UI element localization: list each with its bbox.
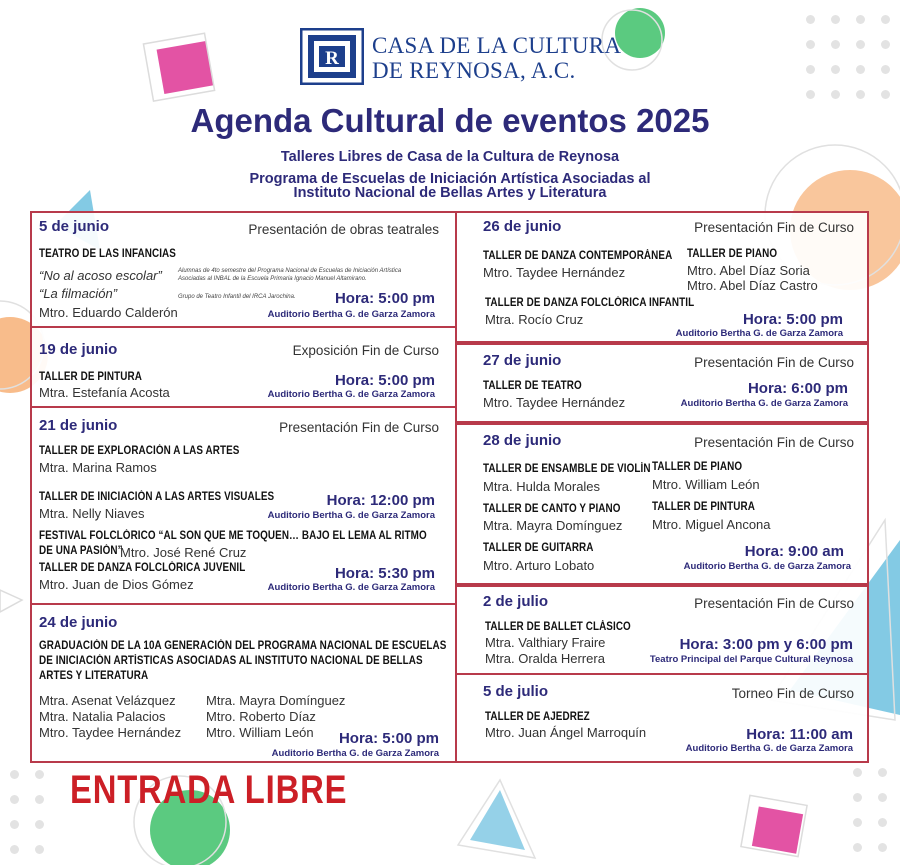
dot-pattern-bottom-right — [845, 760, 895, 860]
event-venue: Auditorio Bertha G. de Garza Zamora — [267, 582, 435, 593]
subtitle-line1: Talleres Libres de Casa de la Cultura de Reynosa — [280, 149, 620, 165]
maestro: Mtra. Oralda Herrera — [485, 651, 605, 666]
subtitle-line2: Programa de Escuelas de Iniciación Artística Asociadas al — [249, 171, 651, 187]
entrada-libre-banner: ENTRADA LIBRE — [70, 768, 348, 812]
event-type: Presentación Fin de Curso — [694, 355, 854, 370]
casa-cultura-logo — [300, 28, 364, 85]
taller-name: TALLER DE INICIACIÓN A LAS ARTES VISUALES — [39, 491, 275, 503]
maestro: Mtra. Asenat Velázquez — [39, 693, 176, 708]
event-type: Presentación de obras teatrales — [248, 222, 439, 237]
taller-name: TALLER DE TEATRO — [483, 380, 582, 392]
taller-name: TALLER DE PIANO — [652, 461, 743, 473]
event-date: 24 de junio — [39, 614, 118, 631]
maestro: Mtro. Abel Díaz Castro — [687, 278, 818, 293]
event-type: Presentación Fin de Curso — [694, 435, 854, 450]
maestro: Mtro. Juan Ángel Marroquín — [485, 725, 647, 740]
maestro: Mtro. Taydee Hernández — [483, 395, 626, 410]
maestro: Mtra. Nelly Niaves — [39, 506, 145, 521]
graduation-title-3: ARTES Y LITERATURA — [39, 670, 149, 682]
page-title: Agenda Cultural de eventos 2025 — [190, 102, 710, 139]
dot-pattern-top-right — [798, 7, 898, 107]
taller-name: TALLER DE PIANO — [687, 248, 778, 260]
subtitle-line3: Instituto Nacional de Bellas Artes y Literatura — [293, 185, 607, 201]
event-card-26-junio — [455, 211, 869, 343]
event-hora: Hora: 11:00 am — [746, 726, 853, 743]
maestro: Mtro. Taydee Hernández — [483, 265, 626, 280]
taller-name: TALLER DE DANZA CONTEMPORÁNEA — [483, 250, 673, 262]
obra-note-1b: Asociadas al INBAL de la Escuela Primaria Ignacio Manuel Altamirano. — [178, 276, 367, 282]
event-type: Torneo Fin de Curso — [731, 686, 854, 701]
event-hora: Hora: 5:00 pm — [742, 311, 843, 328]
maestro: Mtra. Valthiary Fraire — [485, 635, 606, 650]
event-card-19-junio — [30, 326, 457, 408]
taller-name: TALLER DE DANZA FOLCLÓRICA JUVENIL — [39, 562, 246, 574]
taller-name: TALLER DE AJEDREZ — [485, 711, 590, 723]
event-hora: Hora: 12:00 pm — [326, 492, 435, 509]
event-card-5-junio — [30, 211, 457, 328]
event-date: 26 de junio — [483, 218, 562, 235]
taller-name: TEATRO DE LAS INFANCIAS — [39, 248, 176, 260]
event-card-5-julio — [455, 673, 869, 763]
graduation-title-2: DE INICIACIÓN ARTÍSTICAS ASOCIADAS AL INSTITUTO NACIONAL DE BELLAS — [39, 655, 423, 667]
maestro: Mtro. Arturo Lobato — [483, 558, 595, 573]
obra-note-1a: Alumnas de 4to semestre del Programa Nacional de Escuelas de Iniciación Artística — [178, 268, 402, 274]
event-date: 2 de julio — [483, 593, 549, 610]
taller-name: TALLER DE PINTURA — [39, 371, 142, 383]
maestro: Mtra. Mayra Domínguez — [483, 518, 623, 533]
event-venue: Auditorio Bertha G. de Garza Zamora — [267, 389, 435, 400]
obra-title-2: “La filmación” — [39, 286, 118, 301]
event-date: 19 de junio — [39, 341, 118, 358]
taller-name: TALLER DE EXPLORACIÓN A LAS ARTES — [39, 445, 240, 457]
maestro: Mtra. Rocío Cruz — [485, 312, 584, 327]
taller-name: TALLER DE GUITARRA — [483, 542, 594, 554]
festival-title: FESTIVAL FOLCLÓRICO “AL SON QUE ME TOQUEN… BAJO EL LEMA AL RITMO — [39, 530, 427, 542]
event-card-21-junio — [30, 406, 457, 605]
event-hora: Hora: 6:00 pm — [747, 380, 848, 397]
org-name-line1: CASA DE LA CULTURA — [372, 33, 622, 58]
event-hora: Hora: 5:30 pm — [334, 565, 435, 582]
maestro: Mtro. Roberto Díaz — [206, 709, 316, 724]
event-venue: Auditorio Bertha G. de Garza Zamora — [267, 309, 435, 320]
event-hora: Hora: 5:00 pm — [334, 372, 435, 389]
maestro: Mtra. Estefanía Acosta — [39, 385, 170, 400]
maestro: Mtra. Natalia Palacios — [39, 709, 166, 724]
event-venue: Teatro Principal del Parque Cultural Reynosa — [649, 654, 853, 665]
graduation-title-1: GRADUACIÓN DE LA 10A GENERACIÓN DEL PROGRAMA NACIONAL DE ESCUELAS — [39, 640, 447, 652]
event-hora: Hora: 5:00 pm — [334, 290, 435, 307]
event-date: 28 de junio — [483, 432, 562, 449]
maestro: Mtro. Juan de Dios Gómez — [39, 577, 194, 592]
maestro: Mtra. Marina Ramos — [39, 460, 157, 475]
event-date: 5 de junio — [39, 218, 110, 235]
event-card-2-julio — [455, 585, 869, 675]
maestro: Mtra. Hulda Morales — [483, 479, 601, 494]
event-date: 21 de junio — [39, 417, 118, 434]
event-hora: Hora: 5:00 pm — [338, 730, 439, 747]
event-hora: Hora: 9:00 am — [744, 543, 844, 560]
event-venue: Auditorio Bertha G. de Garza Zamora — [271, 748, 439, 759]
taller-name: TALLER DE DANZA FOLCLÓRICA INFANTIL — [485, 297, 695, 309]
event-date: 5 de julio — [483, 683, 549, 700]
event-card-27-junio — [455, 343, 869, 423]
taller-name: TALLER DE ENSAMBLE DE VIOLÍN — [483, 463, 651, 475]
festival-title-cont: DE UNA PASIÓN” — [39, 545, 123, 557]
taller-name: TALLER DE PINTURA — [652, 501, 755, 513]
dot-pattern-bottom-left — [2, 762, 52, 862]
event-type: Presentación Fin de Curso — [279, 420, 439, 435]
maestro: Mtro. Miguel Ancona — [652, 517, 771, 532]
obra-title-1: “No al acoso escolar” — [39, 268, 162, 283]
event-venue: Auditorio Bertha G. de Garza Zamora — [680, 398, 848, 409]
event-venue: Auditorio Bertha G. de Garza Zamora — [685, 743, 853, 754]
event-type: Presentación Fin de Curso — [694, 220, 854, 235]
event-type: Exposición Fin de Curso — [292, 343, 439, 358]
org-name-line2: DE REYNOSA, A.C. — [372, 58, 576, 83]
maestro: Mtro. José René Cruz — [120, 545, 247, 560]
event-card-24-junio — [30, 603, 457, 763]
taller-name: TALLER DE CANTO Y PIANO — [483, 503, 621, 515]
obra-note-2: Grupo de Teatro Infantil del IRCA Jarochina. — [178, 294, 296, 300]
maestro: Mtro. Abel Díaz Soria — [687, 263, 810, 278]
maestro: Mtro. William León — [652, 477, 760, 492]
event-card-28-junio — [455, 423, 869, 585]
event-type: Presentación Fin de Curso — [694, 596, 854, 611]
event-hora: Hora: 3:00 pm y 6:00 pm — [679, 636, 853, 653]
maestro: Mtro. William León — [206, 725, 314, 740]
maestro: Mtro. Eduardo Calderón — [39, 305, 178, 320]
taller-name: TALLER DE BALLET CLÁSICO — [485, 621, 631, 633]
maestro: Mtra. Mayra Domínguez — [206, 693, 346, 708]
svg-text:R: R — [325, 48, 339, 69]
event-venue: Auditorio Bertha G. de Garza Zamora — [267, 510, 435, 521]
event-date: 27 de junio — [483, 352, 562, 369]
event-venue: Auditorio Bertha G. de Garza Zamora — [683, 561, 851, 572]
event-venue: Auditorio Bertha G. de Garza Zamora — [675, 328, 843, 339]
maestro: Mtro. Taydee Hernández — [39, 725, 182, 740]
